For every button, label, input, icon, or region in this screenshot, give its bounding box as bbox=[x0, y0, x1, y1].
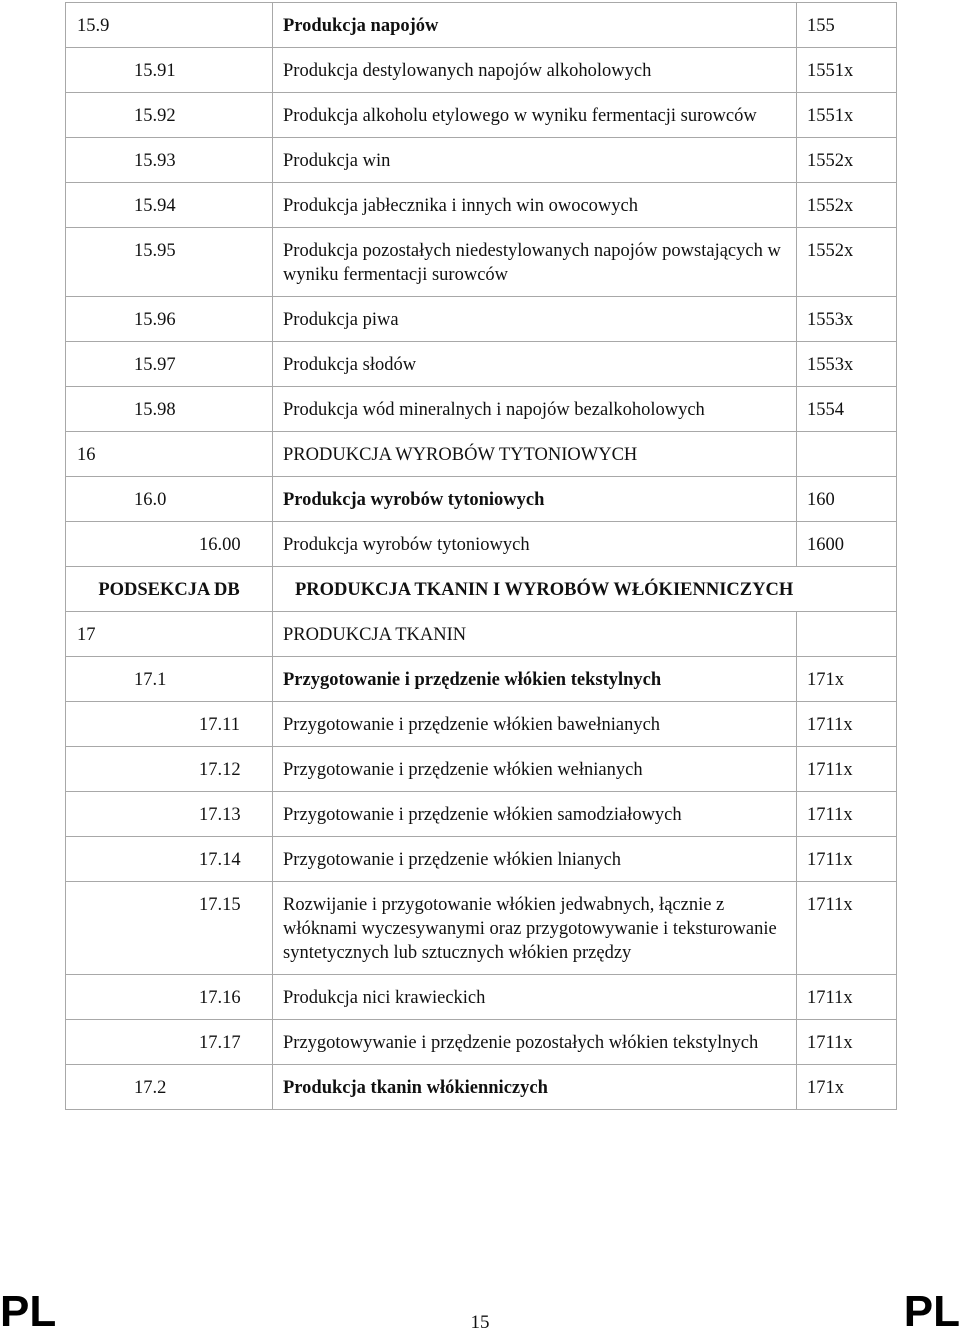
code-cell bbox=[66, 882, 273, 975]
class-description: Przygotowanie i przędzenie włókien wełnianych bbox=[283, 760, 643, 780]
class-reference: 171x bbox=[807, 1078, 844, 1098]
class-description: PRODUKCJA TKANIN bbox=[283, 625, 467, 645]
class-reference: 1552x bbox=[807, 241, 854, 261]
description-cell bbox=[273, 93, 797, 138]
code-cell bbox=[66, 837, 273, 882]
class-code: 15.94 bbox=[134, 196, 176, 216]
class-reference: 1711x bbox=[807, 1033, 853, 1053]
table-row bbox=[66, 48, 897, 93]
class-reference: 171x bbox=[807, 670, 844, 690]
code-cell bbox=[66, 297, 273, 342]
reference-cell bbox=[797, 3, 897, 48]
class-description: Rozwijanie i przygotowanie włókien jedwabnych, łącznie z włóknami wyczesywanymi oraz przygotowywanie i teksturowanie syntetycznych lub sztucznych włókien przędzy bbox=[283, 895, 777, 963]
class-code: 17.14 bbox=[199, 850, 241, 870]
class-description: Produkcja win bbox=[283, 151, 391, 171]
table-row bbox=[66, 387, 897, 432]
reference-cell bbox=[797, 975, 897, 1020]
reference-cell bbox=[797, 792, 897, 837]
description-cell bbox=[273, 228, 797, 297]
description-cell bbox=[273, 882, 797, 975]
class-code: 15.9 bbox=[77, 16, 110, 36]
class-code: 17.12 bbox=[199, 760, 241, 780]
table-row bbox=[66, 612, 897, 657]
code-cell bbox=[66, 93, 273, 138]
class-reference: 1711x bbox=[807, 988, 853, 1008]
description-cell bbox=[273, 183, 797, 228]
class-reference bbox=[797, 432, 896, 452]
class-code: 15.97 bbox=[134, 355, 176, 375]
table-row bbox=[66, 342, 897, 387]
class-reference: 1551x bbox=[807, 61, 854, 81]
description-cell bbox=[273, 522, 797, 567]
table-row bbox=[66, 93, 897, 138]
class-reference: 1553x bbox=[807, 355, 854, 375]
class-reference: 160 bbox=[807, 490, 835, 510]
class-code: 17.1 bbox=[134, 670, 167, 690]
reference-cell bbox=[797, 342, 897, 387]
class-reference: 1552x bbox=[807, 196, 854, 216]
class-description: Przygotowanie i przędzenie włókien samodziałowych bbox=[283, 805, 682, 825]
code-cell bbox=[66, 342, 273, 387]
class-description: Przygotowanie i przędzenie włókien lnianych bbox=[283, 850, 622, 870]
class-reference: 1711x bbox=[807, 850, 853, 870]
reference-cell bbox=[797, 432, 897, 477]
reference-cell bbox=[797, 882, 897, 975]
footer-language-left: PL bbox=[0, 1287, 57, 1336]
class-reference: 1711x bbox=[807, 715, 853, 735]
description-cell bbox=[273, 975, 797, 1020]
code-cell bbox=[66, 792, 273, 837]
table-row bbox=[66, 1020, 897, 1065]
class-description: Produkcja słodów bbox=[283, 355, 417, 375]
code-cell bbox=[66, 183, 273, 228]
reference-cell bbox=[797, 612, 897, 657]
class-reference: 1551x bbox=[807, 106, 854, 126]
subsection-label: PODSEKCJA DB bbox=[98, 580, 240, 600]
table-row bbox=[66, 522, 897, 567]
table-row bbox=[66, 567, 897, 612]
classification-table bbox=[65, 2, 897, 1110]
code-cell bbox=[66, 702, 273, 747]
reference-cell bbox=[797, 228, 897, 297]
description-cell bbox=[273, 702, 797, 747]
table-row bbox=[66, 792, 897, 837]
code-cell bbox=[66, 432, 273, 477]
subsection-title: PRODUKCJA TKANIN I WYROBÓW WŁÓKIENNICZYCH bbox=[295, 580, 794, 600]
reference-cell bbox=[797, 183, 897, 228]
reference-cell bbox=[797, 522, 897, 567]
class-reference: 1553x bbox=[807, 310, 854, 330]
reference-cell bbox=[797, 48, 897, 93]
reference-cell bbox=[797, 1065, 897, 1110]
reference-cell bbox=[797, 477, 897, 522]
code-cell bbox=[66, 3, 273, 48]
class-reference: 1554 bbox=[807, 400, 844, 420]
description-cell bbox=[273, 3, 797, 48]
class-description: Produkcja piwa bbox=[283, 310, 399, 330]
code-cell bbox=[66, 387, 273, 432]
reference-cell bbox=[797, 837, 897, 882]
class-description: PRODUKCJA WYROBÓW TYTONIOWYCH bbox=[283, 445, 638, 465]
code-cell bbox=[66, 747, 273, 792]
class-code: 15.92 bbox=[134, 106, 176, 126]
table-row bbox=[66, 837, 897, 882]
class-code: 17.11 bbox=[199, 715, 240, 735]
class-code: 17.13 bbox=[199, 805, 241, 825]
description-cell bbox=[273, 747, 797, 792]
code-cell bbox=[66, 477, 273, 522]
table-row bbox=[66, 975, 897, 1020]
class-code: 17.15 bbox=[199, 895, 241, 915]
table-row bbox=[66, 228, 897, 297]
class-reference: 155 bbox=[807, 16, 835, 36]
class-description: Przygotowywanie i przędzenie pozostałych włókien tekstylnych bbox=[283, 1033, 759, 1053]
code-cell bbox=[66, 48, 273, 93]
reference-cell bbox=[797, 387, 897, 432]
table-row bbox=[66, 3, 897, 48]
table-row bbox=[66, 432, 897, 477]
class-description: Produkcja wyrobów tytoniowych bbox=[283, 535, 530, 555]
table-row bbox=[66, 477, 897, 522]
class-code: 16 bbox=[77, 445, 96, 465]
page-number: 15 bbox=[470, 1312, 490, 1333]
description-cell bbox=[273, 1020, 797, 1065]
class-reference: 1711x bbox=[807, 895, 853, 915]
class-reference bbox=[797, 612, 896, 632]
code-cell bbox=[66, 1020, 273, 1065]
class-reference: 1711x bbox=[807, 805, 853, 825]
table-row bbox=[66, 702, 897, 747]
reference-cell bbox=[797, 1020, 897, 1065]
class-reference: 1552x bbox=[807, 151, 854, 171]
table-body bbox=[66, 3, 897, 1110]
description-cell bbox=[273, 1065, 797, 1110]
description-cell bbox=[273, 387, 797, 432]
code-cell bbox=[66, 138, 273, 183]
code-cell bbox=[66, 522, 273, 567]
table-row bbox=[66, 657, 897, 702]
reference-cell bbox=[797, 138, 897, 183]
table-row bbox=[66, 297, 897, 342]
reference-cell bbox=[797, 747, 897, 792]
class-code: 16.0 bbox=[134, 490, 167, 510]
subsection-title-cell bbox=[273, 567, 897, 612]
class-description: Produkcja tkanin włókienniczych bbox=[283, 1078, 548, 1098]
class-description: Produkcja jabłecznika i innych win owocowych bbox=[283, 196, 638, 216]
class-code: 17.2 bbox=[134, 1078, 167, 1098]
class-description: Produkcja pozostałych niedestylowanych napojów powstających w wyniku fermentacji surowców bbox=[283, 241, 781, 285]
class-description: Produkcja destylowanych napojów alkoholowych bbox=[283, 61, 652, 81]
description-cell bbox=[273, 48, 797, 93]
class-description: Przygotowanie i przędzenie włókien tekstylnych bbox=[283, 670, 662, 690]
class-description: Przygotowanie i przędzenie włókien bawełnianych bbox=[283, 715, 661, 735]
description-cell bbox=[273, 837, 797, 882]
description-cell bbox=[273, 792, 797, 837]
class-code: 15.91 bbox=[134, 61, 176, 81]
class-description: Produkcja wód mineralnych i napojów bezalkoholowych bbox=[283, 400, 705, 420]
class-code: 17.17 bbox=[199, 1033, 241, 1053]
reference-cell bbox=[797, 93, 897, 138]
description-cell bbox=[273, 657, 797, 702]
class-description: Produkcja nici krawieckich bbox=[283, 988, 486, 1008]
code-cell bbox=[66, 975, 273, 1020]
footer-language-right: PL bbox=[903, 1287, 960, 1336]
class-code: 15.93 bbox=[134, 151, 176, 171]
table-row bbox=[66, 1065, 897, 1110]
description-cell bbox=[273, 432, 797, 477]
class-description: Produkcja napojów bbox=[283, 16, 439, 36]
table-row bbox=[66, 747, 897, 792]
class-description: Produkcja alkoholu etylowego w wyniku fermentacji surowców bbox=[283, 106, 757, 126]
code-cell bbox=[66, 612, 273, 657]
reference-cell bbox=[797, 702, 897, 747]
table-row bbox=[66, 138, 897, 183]
class-code: 17.16 bbox=[199, 988, 241, 1008]
reference-cell bbox=[797, 297, 897, 342]
table-row bbox=[66, 183, 897, 228]
description-cell bbox=[273, 342, 797, 387]
class-reference: 1600 bbox=[807, 535, 844, 555]
subsection-label-cell bbox=[66, 567, 273, 612]
class-code: 15.95 bbox=[134, 241, 176, 261]
class-reference: 1711x bbox=[807, 760, 853, 780]
class-description: Produkcja wyrobów tytoniowych bbox=[283, 490, 545, 510]
class-code: 15.96 bbox=[134, 310, 176, 330]
code-cell bbox=[66, 228, 273, 297]
reference-cell bbox=[797, 657, 897, 702]
code-cell bbox=[66, 657, 273, 702]
description-cell bbox=[273, 138, 797, 183]
description-cell bbox=[273, 612, 797, 657]
class-code: 17 bbox=[77, 625, 96, 645]
description-cell bbox=[273, 297, 797, 342]
class-code: 15.98 bbox=[134, 400, 176, 420]
table-row bbox=[66, 882, 897, 975]
code-cell bbox=[66, 1065, 273, 1110]
class-code: 16.00 bbox=[199, 535, 241, 555]
description-cell bbox=[273, 477, 797, 522]
